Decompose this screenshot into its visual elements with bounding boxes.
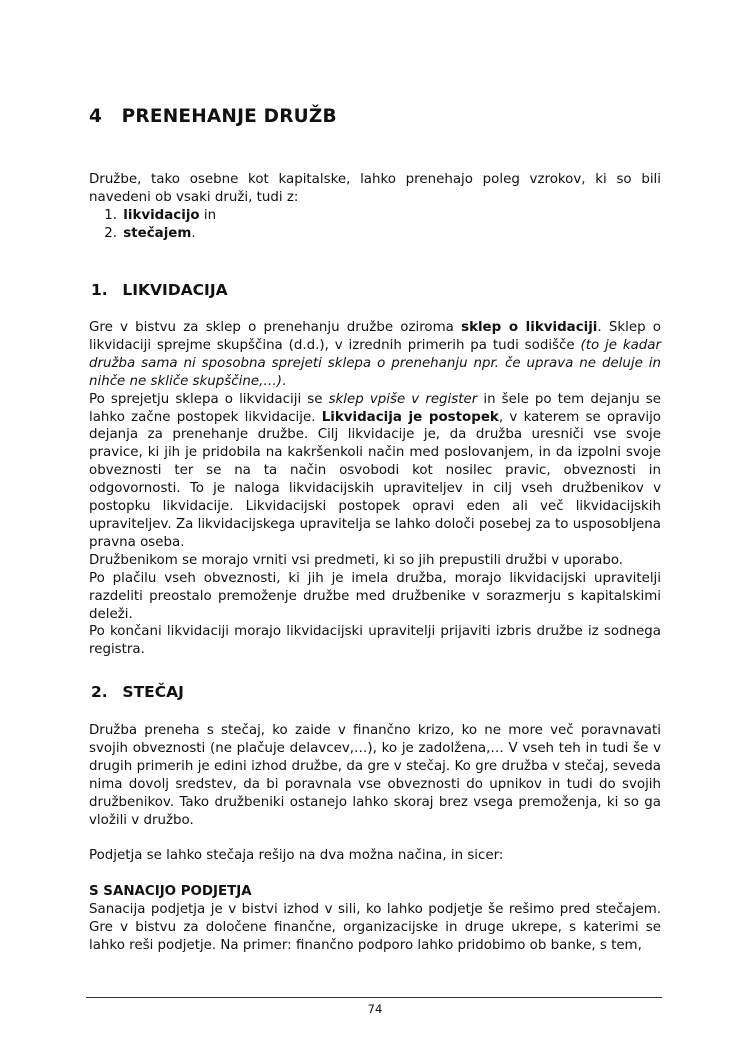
paragraph: Po končani likvidaciji morajo likvidacijski upravitelji prijaviti izbris družbe iz sodnega registra. bbox=[89, 624, 661, 658]
subheading: S SANACIJO PODJETJA bbox=[89, 884, 252, 900]
section-heading-likvidacija bbox=[91, 281, 228, 299]
likvidacija-block bbox=[89, 319, 661, 659]
paragraph: Podjetja se lahko stečaja rešijo na dva možna načina, in sicer: bbox=[89, 848, 504, 864]
spacer bbox=[89, 865, 661, 883]
list-item-bold: likvidacijo bbox=[123, 207, 200, 223]
intro-block bbox=[89, 171, 661, 243]
stecaj-block bbox=[89, 722, 661, 955]
chapter-title: PRENEHANJE DRUŽB bbox=[121, 106, 337, 127]
paragraph: Po plačilu vseh obveznosti, ki jih je imela družba, morajo likvidacijski upravitelji razdeliti preostalo premoženje družbe med družbenike v sorazmerju s kapitalskimi deleži. bbox=[89, 570, 661, 622]
list-item-rest: in bbox=[199, 207, 217, 223]
section-title: STEČAJ bbox=[122, 683, 184, 701]
list-item-bold: stečajem bbox=[123, 225, 192, 241]
text-run: . bbox=[281, 373, 287, 389]
text-run: Po sprejetju sklepa o likvidaciji se bbox=[89, 391, 329, 407]
page-number: 74 bbox=[367, 1002, 383, 1016]
intro-paragraph: Družbe, tako osebne kot kapitalske, lahko prenehajo poleg vzrokov, ki so bili navedeni ob vsaki druži, tudi z: bbox=[89, 172, 661, 205]
paragraph bbox=[89, 319, 661, 391]
paragraph: Družba preneha s stečaj, ko zaide v finančno krizo, ko ne more več poravnavati svojih obveznosti (ne plačuje delavcev,…), ko je zadolžena,… V vseh teh in tudi še v drugih primerih je edini izhod družbe, da gre v stečaj. Ko gre družba v stečaj, seveda nima dovolj sredstev, da bi poravnala vse obveznosti do upnikov in tudi do svojih družbenikov. Tako družbeniki ostanejo lahko skoraj brez vsega premoženja, ki so ga vložili v družbo. bbox=[89, 723, 661, 828]
bold-run: sklep o likvidaciji bbox=[461, 320, 598, 335]
bold-run: Likvidacija je postopek bbox=[321, 409, 499, 425]
list-item bbox=[89, 225, 661, 243]
intro-list bbox=[89, 207, 661, 243]
italic-run: (to je kadar družba sama ni sposobna sprejeti sklepa o prenehanju npr. če uprava ne deluje in nihče ne skliče skupščine,…) bbox=[89, 337, 661, 389]
text-run: . Sklep o likvidaciji sprejme skupščina (d.d.), v izrednih primerih pa tudi sodišče bbox=[89, 320, 661, 353]
spacer bbox=[89, 829, 661, 847]
chapter-heading bbox=[89, 106, 337, 127]
list-item-number: 2. bbox=[104, 225, 117, 241]
italic-run: sklep vpiše v register bbox=[328, 391, 478, 407]
section-number: 2. bbox=[91, 683, 108, 701]
list-item-rest: . bbox=[191, 225, 196, 241]
text-run: in šele po tem dejanju se lahko začne postopek likvidacije. bbox=[89, 391, 661, 425]
chapter-number: 4 bbox=[89, 106, 103, 127]
paragraph: Družbenikom se morajo vrniti vsi predmeti, ki so jih prepustili družbi v uporabo. bbox=[89, 552, 624, 568]
paragraph: Sanacija podjetja je v bistvi izhod v sili, ko lahko podjetje še rešimo pred stečajem. Gre v bistvu za določene finančne, organizacijske in druge ukrepe, s katerimi se lahko reši podjetje. Na primer: finančno podporo lahko pridobimo ob banke, s tem, bbox=[89, 902, 661, 953]
list-item-number: 1. bbox=[104, 207, 117, 223]
list-item bbox=[89, 207, 661, 225]
section-heading-stecaj bbox=[91, 683, 184, 701]
text-run: Gre v bistvu za sklep o prenehanju družbe oziroma bbox=[89, 320, 462, 335]
text-run: , v katerem se opravijo dejanja za prenehanje družbe. Cilj likvidacije je, da družba uresniči vse svoje pravice, ki jih je pridobila na kakršenkoli način med poslovanjem, in da izpolni svoje obveznosti ter se na ta način osvobodi kot nosilec pravic, obveznosti in odgovornosti. To je naloga likvidacijskih upraviteljev in cilj vseh družbenikov v postopku likvidacije. Likvidacijski postopek opravi eden ali več likvidacijskih upraviteljev. Za likvidacijskega upravitelja se lahko določi posebej za to usposobljena pravna oseba. bbox=[89, 409, 662, 550]
section-number: 1. bbox=[91, 281, 108, 299]
paragraph bbox=[89, 391, 661, 552]
section-title: LIKVIDACIJA bbox=[122, 281, 228, 299]
footer-divider bbox=[86, 997, 662, 998]
